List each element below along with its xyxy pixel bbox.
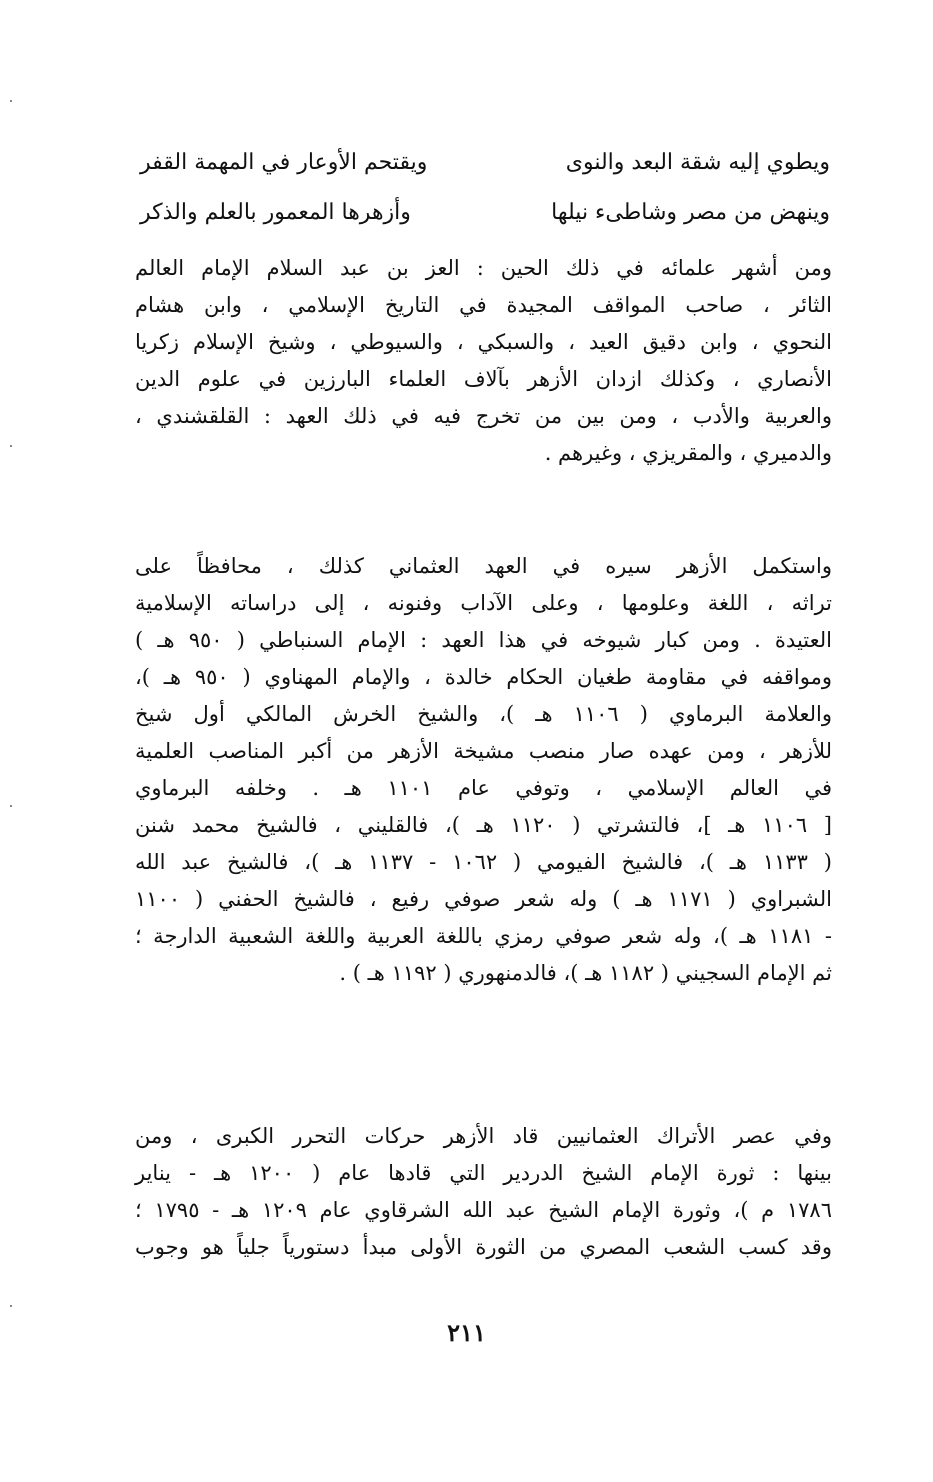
text-line: وفي عصر الأتراك العثمانيين قاد الأزهر حركات التحرر الكبرى ، ومن [135, 1124, 832, 1148]
text-line: [ ١١٠٦ هـ ]، فالتشرتي ( ١١٢٠ هـ )، فالقليني ، فالشيخ محمد شنن [135, 813, 832, 837]
verse-second-hemistich: ويقتحم الأوعار في المهمة القفر [140, 150, 428, 175]
text-line: الأنصاري ، وكذلك ازدان الأزهر بآلاف العلماء البارزين في علوم الدين [135, 367, 832, 391]
text-line: والعلامة البرماوي ( ١١٠٦ هـ )، والشيخ الخرش المالكي أول شيخ [135, 702, 832, 726]
poem-verse [140, 142, 830, 184]
text-line: الشبراوي ( ١١٧١ هـ ) وله شعر صوفي رفيع ، فالشيخ الحفني ( ١١٠٠ [135, 887, 832, 911]
verse-first-hemistich: وينهض من مصر وشاطىء نيلها [551, 200, 830, 225]
paragraph [135, 250, 832, 472]
text-line: ١٧٨٦ م )، وثورة الإمام الشيخ عبد الله الشرقاوي عام ١٢٠٩ هـ - ١٧٩٥ ؛ [135, 1198, 832, 1222]
scan-speck [10, 100, 12, 102]
poem-verse [140, 192, 830, 234]
text-line: - ١١٨١ هـ )، وله شعر صوفي رمزي باللغة العربية واللغة الشعبية الدارجة ؛ [135, 924, 832, 948]
text-line: واستكمل الأزهر سيره في العهد العثماني كذلك ، محافظاً على [135, 554, 832, 578]
text-line: الثائر ، صاحب المواقف المجيدة في التاريخ الإسلامي ، وابن هشام [135, 293, 832, 317]
text-line: العتيدة . ومن كبار شيوخه في هذا العهد : الإمام السنباطي ( ٩٥٠ هـ ) [135, 628, 832, 652]
text-line: ثم الإمام السجيني ( ١١٨٢ هـ )، فالدمنهوري ( ١١٩٢ هـ ) . [339, 961, 832, 985]
page-number: ٢١١ [447, 1318, 486, 1347]
verse-first-hemistich: ويطوي إليه شقة البعد والنوى [565, 150, 830, 175]
verse-second-hemistich: وأزهرها المعمور بالعلم والذكر [140, 200, 411, 225]
paragraph [135, 1118, 832, 1266]
text-line: تراثه ، اللغة وعلومها ، وعلى الآداب وفنونه ، إلى دراساته الإسلامية [135, 591, 832, 615]
paragraph [135, 548, 832, 992]
scan-speck [10, 805, 12, 807]
text-line: والعربية والأدب ، ومن بين من تخرج فيه في ذلك العهد : القلقشندي ، [135, 404, 832, 428]
text-line: ومن أشهر علمائه في ذلك الحين : العز بن عبد السلام الإمام العالم [135, 256, 832, 280]
text-line: في العالم الإسلامي ، وتوفي عام ١١٠١ هـ . وخلفه البرماوي [135, 776, 832, 800]
scan-speck [10, 445, 12, 447]
text-line: ومواقفه في مقاومة طغيان الحكام خالدة ، والإمام المهناوي ( ٩٥٠ هـ )، [135, 665, 832, 689]
text-line: النحوي ، وابن دقيق العيد ، والسبكي ، والسيوطي ، وشيخ الإسلام زكريا [135, 330, 832, 354]
text-line: والدميري ، والمقريزي ، وغيرهم . [544, 441, 832, 465]
text-line: وقد كسب الشعب المصري من الثورة الأولى مبدأ دستورياً جلياً هو وجوب [135, 1235, 832, 1259]
text-line: للأزهر ، ومن عهده صار منصب مشيخة الأزهر من أكبر المناصب العلمية [135, 739, 832, 763]
text-line: ( ١١٣٣ هـ )، فالشيخ الفيومي ( ١٠٦٢ - ١١٣٧ هـ )، فالشيخ عبد الله [135, 850, 832, 874]
scan-speck [10, 1305, 12, 1307]
text-line: بينها : ثورة الإمام الشيخ الدردير التي قادها عام ( ١٢٠٠ هـ - يناير [135, 1161, 832, 1185]
